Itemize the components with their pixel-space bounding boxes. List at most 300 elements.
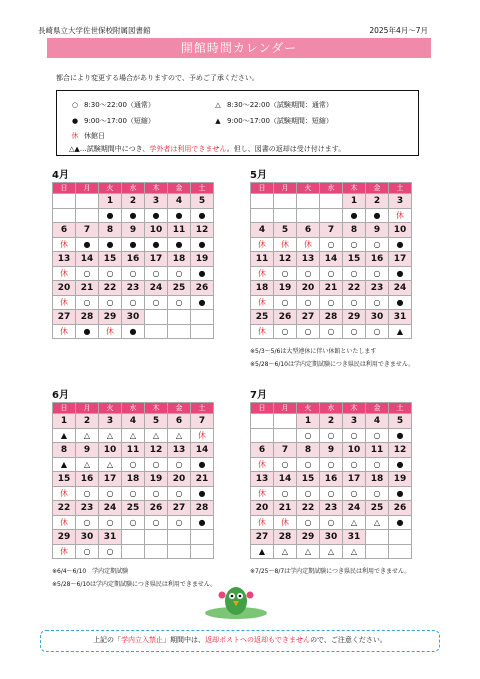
date-number bbox=[145, 530, 168, 545]
opening-status: ○ bbox=[145, 267, 168, 281]
opening-status: ○ bbox=[297, 267, 320, 281]
weekday-header: 土 bbox=[191, 403, 214, 414]
date-number: 26 bbox=[191, 281, 214, 296]
opening-status bbox=[389, 545, 412, 559]
opening-status: 休 bbox=[53, 516, 76, 530]
opening-status: 休 bbox=[53, 267, 76, 281]
month-calendar bbox=[52, 402, 214, 559]
opening-status: ○ bbox=[274, 458, 297, 472]
date-number: 16 bbox=[76, 472, 99, 487]
weekday-header: 日 bbox=[251, 183, 274, 194]
date-number: 14 bbox=[76, 252, 99, 267]
date-number: 21 bbox=[320, 281, 343, 296]
opening-status bbox=[191, 545, 214, 559]
date-number: 31 bbox=[343, 530, 366, 545]
date-number bbox=[122, 530, 145, 545]
opening-status: ● bbox=[389, 296, 412, 310]
month-note: ※5/28～6/10は学内定期試験につき県民は利用できません。 bbox=[250, 361, 415, 368]
month-note: ※6/4～6/10 学内定期試験 bbox=[52, 568, 129, 575]
opening-status: ● bbox=[122, 238, 145, 252]
opening-status: ● bbox=[191, 516, 214, 530]
date-number: 6 bbox=[251, 443, 274, 458]
opening-status: 休 bbox=[251, 487, 274, 501]
date-number: 17 bbox=[343, 472, 366, 487]
date-number: 20 bbox=[297, 281, 320, 296]
date-number: 29 bbox=[297, 530, 320, 545]
date-number: 30 bbox=[366, 310, 389, 325]
opening-status: ● bbox=[389, 429, 412, 443]
opening-status: ○ bbox=[343, 296, 366, 310]
date-number bbox=[168, 310, 191, 325]
legend-closed: 休 休館日 bbox=[69, 131, 105, 141]
opening-status: △ bbox=[366, 516, 389, 530]
weekday-header: 土 bbox=[389, 403, 412, 414]
opening-status: ○ bbox=[366, 458, 389, 472]
weekday-header: 水 bbox=[320, 183, 343, 194]
opening-status: 休 bbox=[53, 238, 76, 252]
date-number: 28 bbox=[274, 530, 297, 545]
legend-exam-note: △▲…試験期間中につき、学外者は利用できません。但し、図書の返却は受け付けます。 bbox=[69, 145, 346, 153]
opening-status: ● bbox=[76, 325, 99, 339]
date-number: 11 bbox=[251, 252, 274, 267]
opening-status: 休 bbox=[251, 458, 274, 472]
opening-status: △ bbox=[76, 429, 99, 443]
date-number: 5 bbox=[145, 414, 168, 429]
opening-status: ○ bbox=[366, 487, 389, 501]
date-number: 25 bbox=[168, 281, 191, 296]
opening-status bbox=[145, 325, 168, 339]
weekday-header: 火 bbox=[297, 183, 320, 194]
opening-status: ○ bbox=[76, 296, 99, 310]
date-number bbox=[320, 194, 343, 209]
opening-status: ○ bbox=[76, 545, 99, 559]
opening-status bbox=[76, 209, 99, 223]
date-number: 27 bbox=[168, 501, 191, 516]
opening-status: ○ bbox=[297, 487, 320, 501]
date-number: 13 bbox=[168, 443, 191, 458]
opening-status: ○ bbox=[320, 429, 343, 443]
date-number: 5 bbox=[191, 194, 214, 209]
date-number: 26 bbox=[145, 501, 168, 516]
opening-status: ○ bbox=[76, 516, 99, 530]
opening-status: ○ bbox=[168, 296, 191, 310]
weekday-header: 日 bbox=[53, 183, 76, 194]
filled-circle-icon: ● bbox=[71, 117, 79, 125]
date-number: 7 bbox=[191, 414, 214, 429]
date-number: 7 bbox=[274, 443, 297, 458]
opening-status: 休 bbox=[274, 516, 297, 530]
date-number: 10 bbox=[389, 223, 412, 238]
date-number: 23 bbox=[76, 501, 99, 516]
opening-status: ○ bbox=[343, 325, 366, 339]
date-number: 4 bbox=[122, 414, 145, 429]
date-number: 17 bbox=[145, 252, 168, 267]
date-number: 3 bbox=[99, 414, 122, 429]
date-number: 17 bbox=[99, 472, 122, 487]
date-number: 2 bbox=[76, 414, 99, 429]
opening-status: ▲ bbox=[53, 458, 76, 472]
legend-normal: ○ 8:30～22:00（通常） bbox=[69, 100, 155, 110]
date-number: 20 bbox=[168, 472, 191, 487]
date-number: 19 bbox=[145, 472, 168, 487]
date-number: 14 bbox=[191, 443, 214, 458]
date-number: 1 bbox=[99, 194, 122, 209]
date-number: 1 bbox=[297, 414, 320, 429]
date-number: 24 bbox=[99, 501, 122, 516]
date-number: 1 bbox=[53, 414, 76, 429]
opening-status bbox=[320, 209, 343, 223]
month-calendar bbox=[250, 182, 412, 339]
date-number: 22 bbox=[297, 501, 320, 516]
date-number: 28 bbox=[191, 501, 214, 516]
date-number: 24 bbox=[145, 281, 168, 296]
opening-status: 休 bbox=[251, 238, 274, 252]
opening-status: ○ bbox=[168, 458, 191, 472]
opening-status: ○ bbox=[99, 516, 122, 530]
date-number: 15 bbox=[53, 472, 76, 487]
opening-status: ● bbox=[168, 238, 191, 252]
opening-status: 休 bbox=[274, 238, 297, 252]
opening-status: ○ bbox=[366, 296, 389, 310]
closed-mark: 休 bbox=[71, 132, 79, 140]
opening-status: ○ bbox=[320, 487, 343, 501]
opening-status: ○ bbox=[99, 487, 122, 501]
date-number: 27 bbox=[53, 310, 76, 325]
opening-status: ● bbox=[145, 209, 168, 223]
date-number: 3 bbox=[389, 194, 412, 209]
opening-status: ○ bbox=[297, 325, 320, 339]
opening-status: ○ bbox=[343, 487, 366, 501]
date-number: 20 bbox=[53, 281, 76, 296]
month-label: 6月 bbox=[52, 390, 69, 401]
weekday-header: 火 bbox=[297, 403, 320, 414]
opening-status: ○ bbox=[99, 267, 122, 281]
opening-status: ○ bbox=[343, 458, 366, 472]
date-number: 4 bbox=[168, 194, 191, 209]
weekday-header: 水 bbox=[122, 183, 145, 194]
opening-status: ● bbox=[366, 209, 389, 223]
month-note: ※7/25～8/7は学内定期試験につき県民は利用できません。 bbox=[250, 568, 411, 575]
date-number: 29 bbox=[53, 530, 76, 545]
date-number: 14 bbox=[274, 472, 297, 487]
legend-box bbox=[56, 90, 419, 156]
opening-status: ● bbox=[191, 296, 214, 310]
date-number: 14 bbox=[320, 252, 343, 267]
month-calendar bbox=[250, 402, 412, 559]
opening-status: ○ bbox=[297, 458, 320, 472]
opening-status: ● bbox=[122, 209, 145, 223]
date-number: 8 bbox=[99, 223, 122, 238]
date-number: 8 bbox=[297, 443, 320, 458]
weekday-header: 水 bbox=[122, 403, 145, 414]
weekday-header: 木 bbox=[145, 183, 168, 194]
opening-status: ● bbox=[145, 238, 168, 252]
date-number bbox=[297, 194, 320, 209]
date-number bbox=[274, 194, 297, 209]
date-number: 15 bbox=[99, 252, 122, 267]
date-number: 21 bbox=[76, 281, 99, 296]
opening-status: ○ bbox=[320, 296, 343, 310]
opening-status: 休 bbox=[389, 209, 412, 223]
date-number: 15 bbox=[297, 472, 320, 487]
date-number: 11 bbox=[366, 443, 389, 458]
date-number: 12 bbox=[274, 252, 297, 267]
library-name: 長崎県立大学佐世保校附属図書館 bbox=[38, 26, 151, 35]
weekday-header: 月 bbox=[274, 403, 297, 414]
opening-status: ○ bbox=[366, 325, 389, 339]
date-number: 1 bbox=[343, 194, 366, 209]
legend-exam-normal: △ 8:30～22:00（試験期間：通常） bbox=[212, 100, 333, 110]
opening-status: ○ bbox=[122, 516, 145, 530]
date-number: 21 bbox=[274, 501, 297, 516]
date-number: 19 bbox=[274, 281, 297, 296]
date-number: 23 bbox=[366, 281, 389, 296]
weekday-header: 水 bbox=[320, 403, 343, 414]
date-number: 25 bbox=[366, 501, 389, 516]
date-number: 30 bbox=[122, 310, 145, 325]
date-number: 13 bbox=[297, 252, 320, 267]
date-number: 20 bbox=[251, 501, 274, 516]
opening-status: ○ bbox=[366, 267, 389, 281]
opening-status: ● bbox=[389, 487, 412, 501]
date-number bbox=[366, 530, 389, 545]
opening-status: ● bbox=[389, 458, 412, 472]
opening-status: ○ bbox=[274, 267, 297, 281]
date-number: 25 bbox=[251, 310, 274, 325]
weekday-header: 月 bbox=[274, 183, 297, 194]
opening-status: ○ bbox=[274, 487, 297, 501]
opening-status bbox=[251, 209, 274, 223]
date-number: 18 bbox=[366, 472, 389, 487]
opening-status: ○ bbox=[274, 325, 297, 339]
weekday-header: 月 bbox=[76, 183, 99, 194]
date-number: 7 bbox=[320, 223, 343, 238]
opening-status: ○ bbox=[366, 429, 389, 443]
opening-status: ○ bbox=[145, 458, 168, 472]
date-number: 21 bbox=[191, 472, 214, 487]
opening-status: ● bbox=[389, 516, 412, 530]
opening-status: ● bbox=[389, 267, 412, 281]
date-number bbox=[145, 310, 168, 325]
page-title: 開館時間カレンダー bbox=[47, 38, 431, 58]
month-label: 5月 bbox=[250, 170, 267, 181]
opening-status: △ bbox=[145, 429, 168, 443]
opening-status: 休 bbox=[53, 325, 76, 339]
opening-status bbox=[122, 545, 145, 559]
date-number bbox=[251, 194, 274, 209]
weekday-header: 火 bbox=[99, 183, 122, 194]
date-number: 13 bbox=[251, 472, 274, 487]
legend-short: ● 9:00～17:00（短縮） bbox=[69, 116, 155, 126]
opening-status bbox=[274, 209, 297, 223]
date-number: 30 bbox=[320, 530, 343, 545]
date-number: 29 bbox=[99, 310, 122, 325]
opening-status: ○ bbox=[122, 267, 145, 281]
weekday-header: 金 bbox=[366, 183, 389, 194]
date-number: 16 bbox=[122, 252, 145, 267]
date-number: 15 bbox=[343, 252, 366, 267]
date-number: 16 bbox=[366, 252, 389, 267]
opening-status bbox=[168, 325, 191, 339]
date-number: 10 bbox=[343, 443, 366, 458]
weekday-header: 火 bbox=[99, 403, 122, 414]
opening-status: ● bbox=[343, 209, 366, 223]
date-number: 27 bbox=[297, 310, 320, 325]
date-number bbox=[274, 414, 297, 429]
date-number: 11 bbox=[122, 443, 145, 458]
opening-status: ○ bbox=[343, 238, 366, 252]
calendar-period: 2025年4月～7月 bbox=[369, 26, 428, 35]
opening-status: ○ bbox=[320, 458, 343, 472]
opening-status: △ bbox=[76, 458, 99, 472]
opening-status: 休 bbox=[53, 296, 76, 310]
date-number bbox=[76, 194, 99, 209]
return-post-notice: 上記の「学内立入禁止」期間中は、返却ポストへの返却もできませんので、ご注意ください。 bbox=[40, 630, 440, 652]
opening-status: ○ bbox=[76, 487, 99, 501]
legend-exam-short: ▲ 9:00～17:00（試験期間：短縮） bbox=[212, 116, 333, 126]
opening-status: 休 bbox=[297, 238, 320, 252]
date-number: 31 bbox=[99, 530, 122, 545]
opening-status: ○ bbox=[168, 516, 191, 530]
weekday-header: 日 bbox=[53, 403, 76, 414]
opening-status: ○ bbox=[122, 296, 145, 310]
date-number: 16 bbox=[320, 472, 343, 487]
date-number: 9 bbox=[122, 223, 145, 238]
date-number: 28 bbox=[320, 310, 343, 325]
filled-triangle-icon: ▲ bbox=[215, 117, 221, 125]
mascot-illustration bbox=[203, 583, 269, 619]
date-number: 12 bbox=[145, 443, 168, 458]
opening-status: △ bbox=[168, 429, 191, 443]
opening-status: ○ bbox=[76, 267, 99, 281]
opening-status: ○ bbox=[320, 238, 343, 252]
date-number: 12 bbox=[191, 223, 214, 238]
date-number: 10 bbox=[99, 443, 122, 458]
opening-status: ● bbox=[99, 238, 122, 252]
date-number: 3 bbox=[343, 414, 366, 429]
weekday-header: 木 bbox=[343, 403, 366, 414]
opening-status: ▲ bbox=[389, 325, 412, 339]
opening-status: ○ bbox=[366, 238, 389, 252]
weekday-header: 土 bbox=[389, 183, 412, 194]
opening-status: ● bbox=[191, 209, 214, 223]
opening-status bbox=[366, 545, 389, 559]
date-number: 19 bbox=[191, 252, 214, 267]
date-number: 27 bbox=[251, 530, 274, 545]
opening-status: ○ bbox=[320, 516, 343, 530]
date-number: 18 bbox=[251, 281, 274, 296]
date-number: 9 bbox=[76, 443, 99, 458]
month-note: ※5/3～5/6は大型連休に伴い休館といたします bbox=[250, 348, 377, 355]
date-number: 4 bbox=[366, 414, 389, 429]
date-number: 24 bbox=[389, 281, 412, 296]
date-number bbox=[251, 414, 274, 429]
date-number: 18 bbox=[122, 472, 145, 487]
date-number: 6 bbox=[297, 223, 320, 238]
weekday-header: 木 bbox=[343, 183, 366, 194]
opening-status: ○ bbox=[122, 458, 145, 472]
opening-status: ○ bbox=[343, 267, 366, 281]
date-number: 22 bbox=[99, 281, 122, 296]
date-number: 3 bbox=[145, 194, 168, 209]
opening-status: 休 bbox=[251, 267, 274, 281]
date-number: 23 bbox=[320, 501, 343, 516]
opening-status: ○ bbox=[343, 429, 366, 443]
date-number bbox=[168, 530, 191, 545]
opening-status: 休 bbox=[251, 296, 274, 310]
open-triangle-icon: △ bbox=[215, 101, 221, 109]
date-number: 25 bbox=[122, 501, 145, 516]
weekday-header: 金 bbox=[168, 403, 191, 414]
weekday-header: 土 bbox=[191, 183, 214, 194]
date-number: 7 bbox=[76, 223, 99, 238]
opening-status: 休 bbox=[99, 325, 122, 339]
opening-status: △ bbox=[320, 545, 343, 559]
opening-status: △ bbox=[274, 545, 297, 559]
date-number bbox=[191, 310, 214, 325]
date-number: 31 bbox=[389, 310, 412, 325]
opening-status: ● bbox=[99, 209, 122, 223]
weekday-header: 金 bbox=[168, 183, 191, 194]
opening-status: 休 bbox=[191, 429, 214, 443]
opening-status: 休 bbox=[251, 325, 274, 339]
opening-status: △ bbox=[122, 429, 145, 443]
opening-status: ○ bbox=[145, 487, 168, 501]
opening-status: △ bbox=[343, 545, 366, 559]
opening-status: ● bbox=[168, 209, 191, 223]
opening-status: ▲ bbox=[251, 545, 274, 559]
opening-status: ○ bbox=[145, 516, 168, 530]
weekday-header: 日 bbox=[251, 403, 274, 414]
date-number: 2 bbox=[320, 414, 343, 429]
date-number: 9 bbox=[320, 443, 343, 458]
date-number: 12 bbox=[389, 443, 412, 458]
date-number: 11 bbox=[168, 223, 191, 238]
opening-status: ○ bbox=[168, 487, 191, 501]
opening-status: △ bbox=[297, 545, 320, 559]
weekday-header: 金 bbox=[366, 403, 389, 414]
opening-status: ● bbox=[389, 238, 412, 252]
date-number: 13 bbox=[53, 252, 76, 267]
opening-status bbox=[145, 545, 168, 559]
opening-status: ○ bbox=[145, 296, 168, 310]
change-notice: 都合により変更する場合がありますので、予めご了承ください。 bbox=[56, 74, 259, 82]
opening-status: ○ bbox=[320, 267, 343, 281]
date-number: 19 bbox=[389, 472, 412, 487]
opening-status bbox=[251, 429, 274, 443]
date-number: 2 bbox=[366, 194, 389, 209]
date-number: 24 bbox=[343, 501, 366, 516]
month-label: 4月 bbox=[52, 170, 69, 181]
opening-status: ○ bbox=[274, 296, 297, 310]
date-number: 23 bbox=[122, 281, 145, 296]
date-number: 22 bbox=[53, 501, 76, 516]
opening-status: ○ bbox=[320, 325, 343, 339]
opening-status bbox=[297, 209, 320, 223]
opening-status: △ bbox=[99, 458, 122, 472]
date-number bbox=[191, 530, 214, 545]
opening-status: ○ bbox=[168, 267, 191, 281]
open-circle-icon: ○ bbox=[71, 101, 79, 109]
date-number: 8 bbox=[53, 443, 76, 458]
date-number: 6 bbox=[168, 414, 191, 429]
opening-status bbox=[53, 209, 76, 223]
date-number: 2 bbox=[122, 194, 145, 209]
weekday-header: 木 bbox=[145, 403, 168, 414]
opening-status: ● bbox=[76, 238, 99, 252]
month-note: ※5/28～6/10は学内定期試験につき県民は利用できません。 bbox=[52, 581, 217, 588]
date-number: 9 bbox=[366, 223, 389, 238]
